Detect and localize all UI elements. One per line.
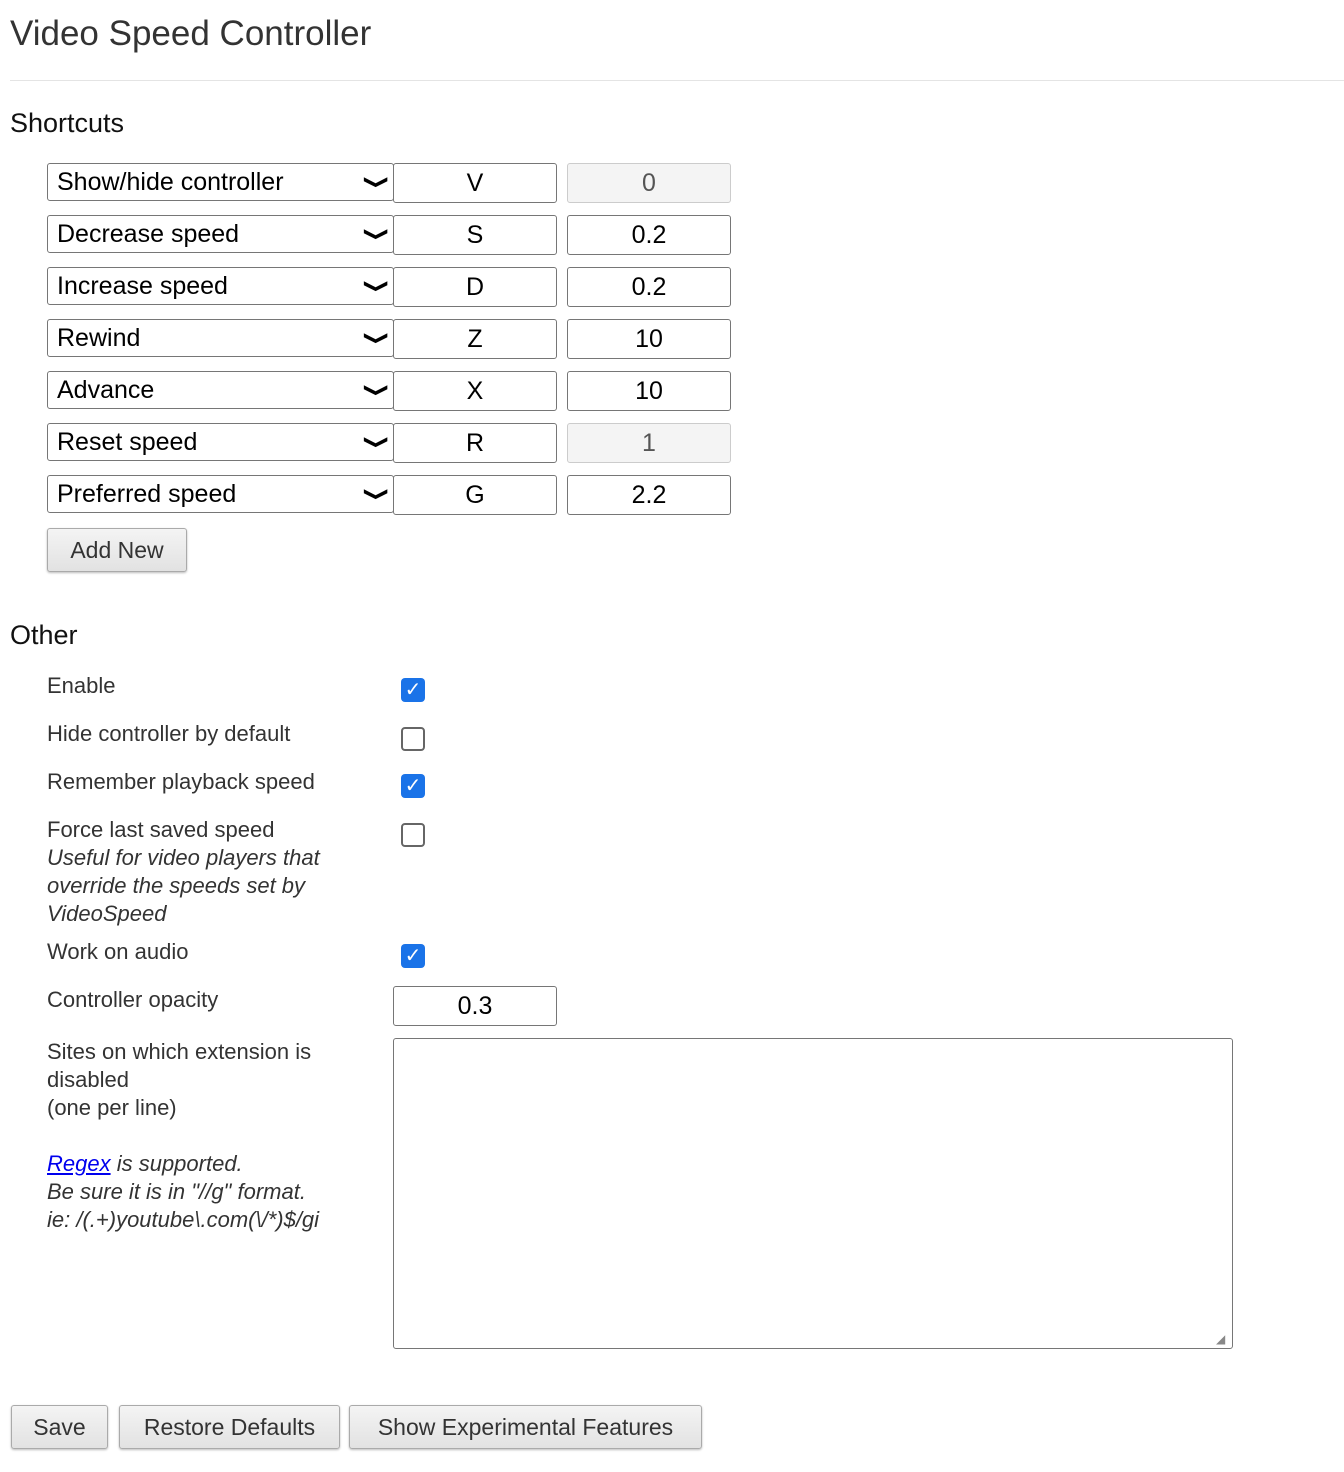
- shortcut-action-value: Show/hide controller: [57, 168, 284, 196]
- chevron-down-icon: ❯: [364, 330, 391, 346]
- shortcut-value-input[interactable]: 2.2: [567, 475, 731, 515]
- enable-label: Enable: [47, 673, 116, 698]
- divider: [10, 80, 1344, 81]
- blacklist-label-main: Sites on which extension is disabled: [47, 1039, 312, 1092]
- restore-defaults-button[interactable]: Restore Defaults: [119, 1405, 340, 1449]
- chevron-down-icon: ❯: [364, 434, 391, 450]
- enable-checkbox[interactable]: ✓: [401, 678, 425, 702]
- shortcut-action-select[interactable]: [47, 267, 394, 305]
- force-speed-label: [47, 816, 357, 928]
- remember-speed-label: Remember playback speed: [47, 769, 315, 794]
- shortcut-key-input[interactable]: R: [393, 423, 557, 463]
- add-new-button[interactable]: Add New: [47, 528, 187, 572]
- shortcut-value-input: 0: [567, 163, 731, 203]
- shortcut-value-input[interactable]: 0.2: [567, 267, 731, 307]
- force-speed-checkbox[interactable]: [401, 823, 425, 847]
- shortcut-action-select[interactable]: [47, 371, 394, 409]
- force-speed-note: Useful for video players that override the speeds set by VideoSpeed: [47, 845, 320, 926]
- blacklist-label: [47, 1038, 357, 1234]
- chevron-down-icon: ❯: [364, 174, 391, 190]
- shortcut-value-input[interactable]: 10: [567, 319, 731, 359]
- hide-controller-label: Hide controller by default: [47, 721, 291, 746]
- shortcut-key-input[interactable]: S: [393, 215, 557, 255]
- blacklist-textarea[interactable]: [393, 1038, 1233, 1349]
- shortcut-key-input[interactable]: G: [393, 475, 557, 515]
- chevron-down-icon: ❯: [364, 278, 391, 294]
- audio-checkbox[interactable]: ✓: [401, 944, 425, 968]
- force-speed-title: Force last saved speed: [47, 817, 275, 842]
- shortcut-action-select[interactable]: [47, 163, 394, 201]
- regex-text: is supported.: [110, 1151, 243, 1176]
- page-title: Video Speed Controller: [10, 14, 372, 53]
- shortcut-value-input: 1: [567, 423, 731, 463]
- shortcut-value-input[interactable]: 0.2: [567, 215, 731, 255]
- shortcut-key-input[interactable]: D: [393, 267, 557, 307]
- regex-link[interactable]: Regex: [47, 1151, 111, 1176]
- save-button[interactable]: Save: [11, 1405, 108, 1449]
- shortcut-value-input[interactable]: 10: [567, 371, 731, 411]
- regex-format-note: Be sure it is in "//g" format.: [47, 1179, 306, 1204]
- shortcut-key-input[interactable]: X: [393, 371, 557, 411]
- shortcut-action-value: Decrease speed: [57, 220, 240, 248]
- hide-controller-checkbox[interactable]: [401, 727, 425, 751]
- blacklist-label-hint: (one per line): [47, 1095, 177, 1120]
- shortcut-action-select[interactable]: [47, 475, 394, 513]
- shortcut-action-value: Preferred speed: [57, 480, 237, 508]
- shortcut-action-select[interactable]: [47, 319, 394, 357]
- shortcut-key-input[interactable]: V: [393, 163, 557, 203]
- remember-speed-checkbox[interactable]: ✓: [401, 774, 425, 798]
- opacity-label: Controller opacity: [47, 987, 219, 1012]
- audio-label: Work on audio: [47, 939, 189, 964]
- shortcut-action-value: Increase speed: [57, 272, 228, 300]
- shortcut-action-select[interactable]: [47, 423, 394, 461]
- shortcuts-heading: Shortcuts: [10, 108, 125, 138]
- shortcut-action-value: Rewind: [57, 324, 141, 352]
- regex-example: ie: /(.+)youtube\.com(\/*)$/gi: [47, 1207, 320, 1232]
- chevron-down-icon: ❯: [364, 486, 391, 502]
- resize-handle-icon[interactable]: ◢: [1216, 1332, 1226, 1346]
- show-experimental-button[interactable]: Show Experimental Features: [349, 1405, 702, 1449]
- shortcut-action-value: Reset speed: [57, 428, 198, 456]
- other-heading: Other: [10, 620, 78, 650]
- opacity-input[interactable]: 0.3: [393, 986, 557, 1026]
- chevron-down-icon: ❯: [364, 382, 391, 398]
- shortcut-key-input[interactable]: Z: [393, 319, 557, 359]
- chevron-down-icon: ❯: [364, 226, 391, 242]
- shortcut-action-select[interactable]: [47, 215, 394, 253]
- shortcut-action-value: Advance: [57, 376, 155, 404]
